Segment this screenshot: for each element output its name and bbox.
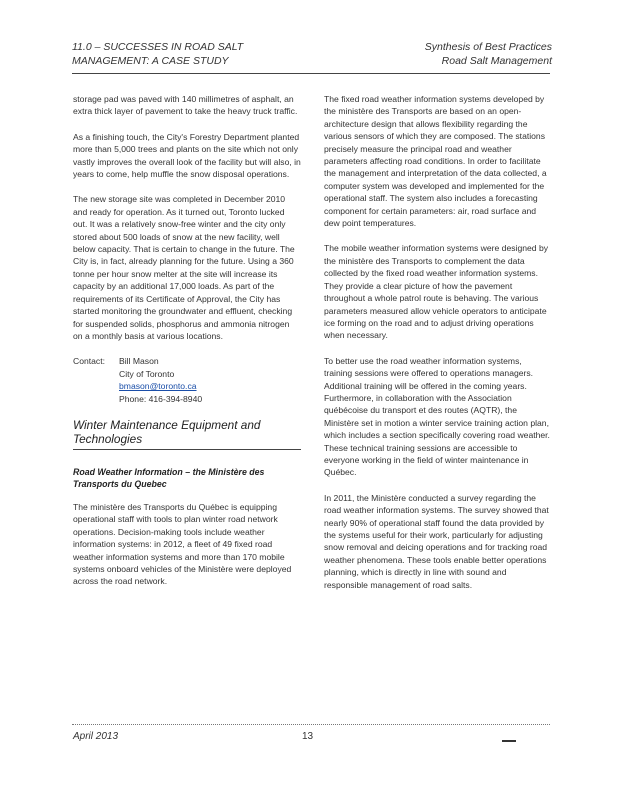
footer-divider bbox=[72, 724, 550, 725]
right-paragraph-4: In 2011, the Ministère conducted a survey regarding the road weather information systems. The survey showed that nearly 90% of operational staff found the data provided by the systems useful for their work, particularly for adjusting snow removal and deicing operations and for tracking road weather phenomena. These tools enable better operations planning, which is directly in line with sound and responsible management of road salts. bbox=[324, 492, 549, 590]
right-paragraph-3: To better use the road weather information systems, training sessions were offered to operations managers. Additional training will be offered in the coming years. Furthermore, in collaboration with the Association québécoise du transport et des routes (AQTR), the Ministère set in motion a winter service training action plan, which includes a section specifically covering road weather. These technical training sessions are accessible to everyone working in the field of winter maintenance in Québec. bbox=[324, 355, 550, 478]
right-paragraph-2: The mobile weather information systems were designed by the ministère des Transports to complement the data collected by the fixed road weather information systems. They provide a clear picture of how the pavement throughout a whole patrol route is behaving. The various parameters measured allow vehicle operators to anticipate ice forming on the road and to adjust driving operations when necessary. bbox=[324, 243, 549, 341]
contact-email-link[interactable]: bmason@toronto.ca bbox=[119, 381, 197, 392]
running-header-right bbox=[332, 40, 552, 68]
left-paragraph-1: storage pad was paved with 140 millimetres of asphalt, an extra thick layer of pavement to take the heavy truck traffic. bbox=[73, 94, 298, 117]
header-divider bbox=[72, 73, 550, 74]
right-column bbox=[324, 93, 552, 604]
contact-block bbox=[73, 355, 301, 405]
footer-date: April 2013 bbox=[73, 731, 119, 742]
header-left-line2: MANAGEMENT: A CASE STUDY bbox=[72, 55, 229, 67]
footer-mark bbox=[502, 740, 516, 742]
section-heading: Winter Maintenance Equipment and Technologies bbox=[73, 418, 301, 450]
header-left-line1: 11.0 – SUCCESSES IN ROAD SALT bbox=[72, 41, 244, 53]
sub-heading: Road Weather Information – the Ministère des Transports du Quebec bbox=[73, 466, 265, 490]
left-paragraph-4: The ministère des Transports du Québec is equipping operational staff with tools to plan winter road network operations. Decision-making tools include weather information systems: in 2012, a fleet of 49 fixed road weather information systems and more than 170 mobile systems onboard vehicles of the Ministère were deployed across the road network. bbox=[73, 501, 292, 587]
left-column bbox=[73, 93, 301, 601]
header-right-line1: Synthesis of Best Practices bbox=[424, 41, 552, 53]
contact-name: Bill Mason bbox=[119, 356, 159, 367]
contact-phone: Phone: 416-394-8940 bbox=[119, 393, 203, 404]
left-paragraph-2: As a finishing touch, the City's Forestry Department planted more than 5,000 trees and plants on the site which not only vastly improves the overall look of the facility but will also, in years to come, help muffle the snow disposal operations. bbox=[73, 131, 301, 180]
contact-org: City of Toronto bbox=[119, 368, 175, 379]
right-paragraph-1: The fixed road weather information systems developed by the ministère des Transports are based on an open-architecture design that allows flexibility regarding the various sensors of which they are composed. The stations precisely measure the principal road and weather parameters affecting road conditions. In order to facilitate the management and interpretation of the data collected, a computer system was developed and implemented for the operational staff. The system also includes a forecasting component for certain parameters: air, road surface and dew point temperatures. bbox=[324, 94, 547, 229]
header-right-line2: Road Salt Management bbox=[441, 55, 552, 67]
page-number: 13 bbox=[302, 731, 314, 742]
contact-label: Contact: bbox=[73, 356, 106, 367]
left-paragraph-3: The new storage site was completed in December 2010 and ready for operation. As it turned out, Toronto lucked out. It was a relatively snow-free winter and the city only stored about 500 loads of snow at the new facility, well below capacity. That is certain to change in the future. The City is, in fact, already planning for the future. Using a 360 tonne per hour snow melter at the site will increase its capacity by an additional 17,000 loads. As part of the requirements of its Certificate of Approval, the City has started monitoring the groundwater and effluent, checking for suspended solids, phosphorus and ammonia nitrogen on a monthly basis at various locations. bbox=[73, 194, 295, 341]
running-header-left bbox=[72, 40, 322, 68]
